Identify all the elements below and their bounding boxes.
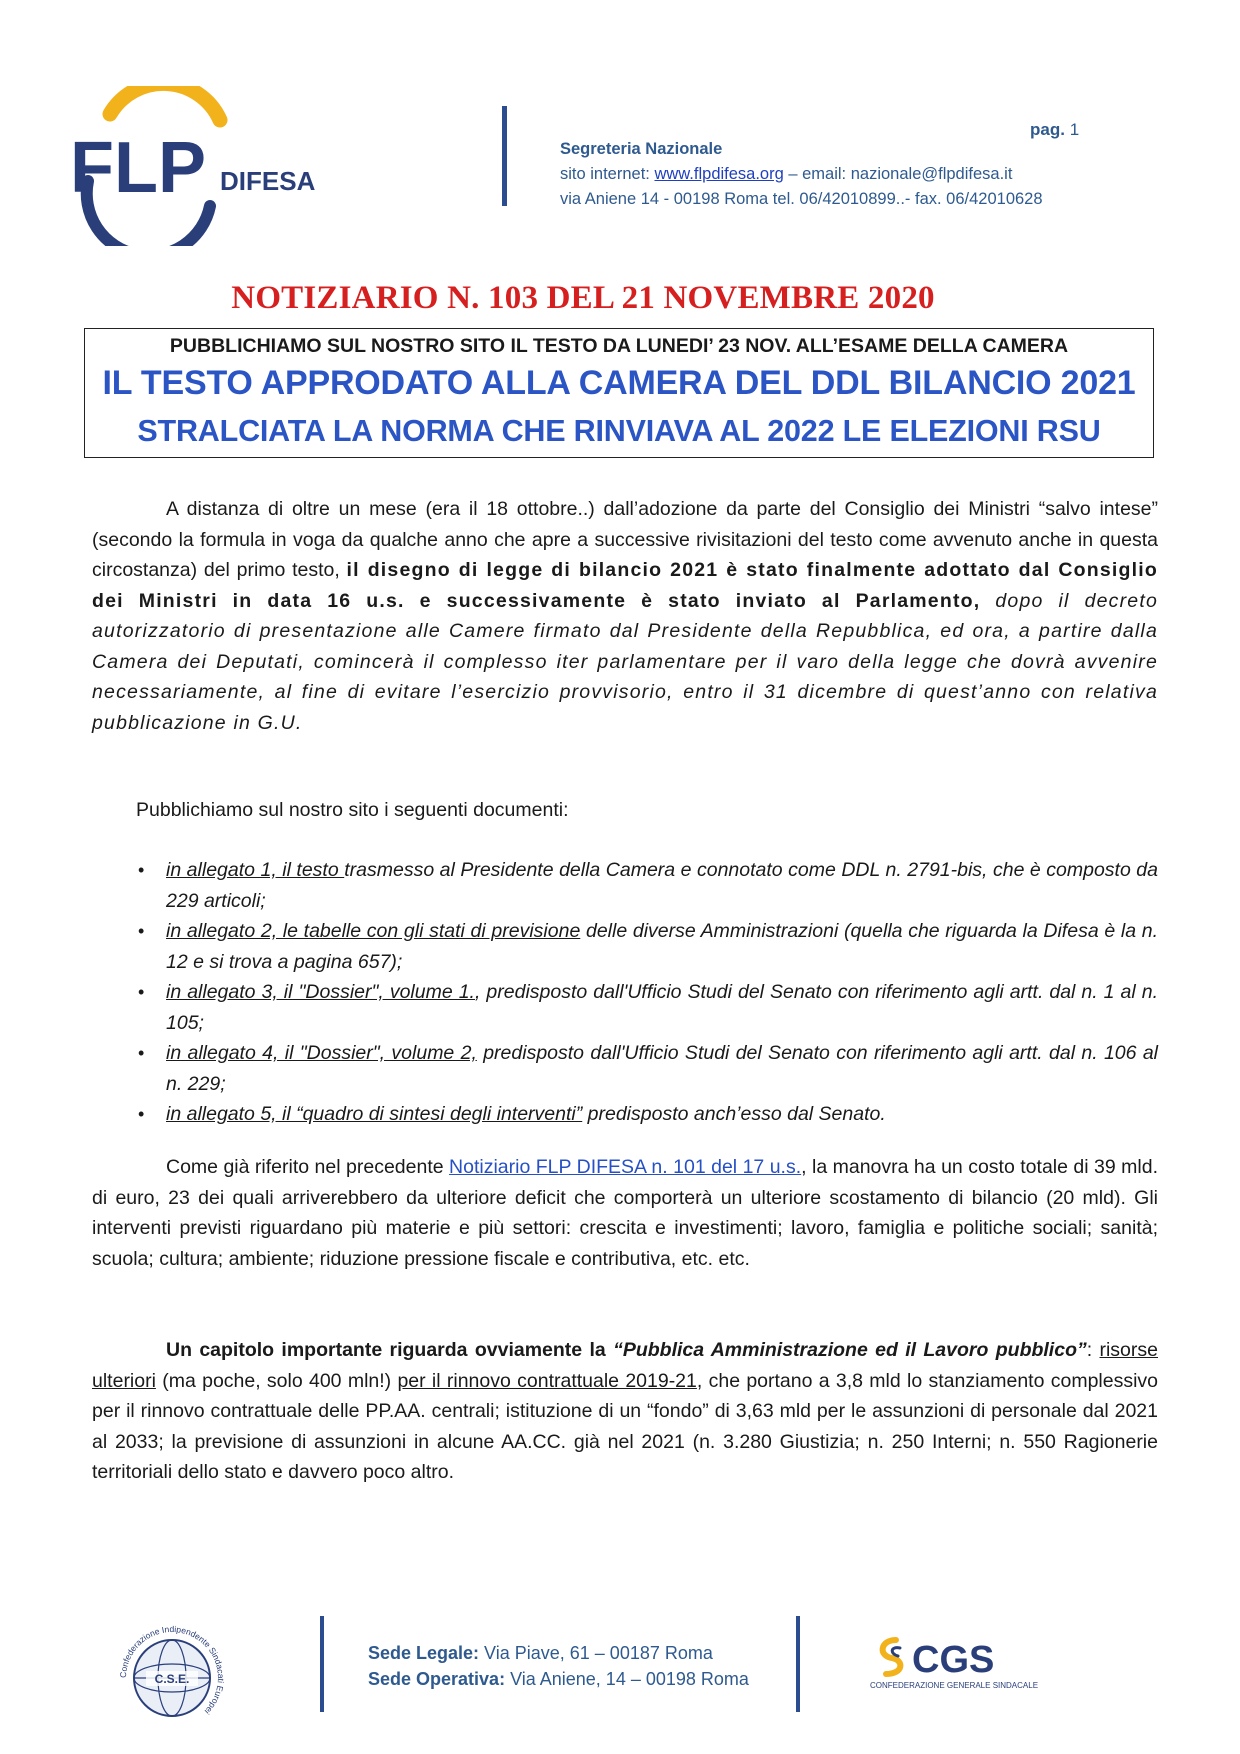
list-item-text: trasmesso al Presidente della Camera e connotato come DDL n. 2791-bis, che è composto da 229 articoli; bbox=[166, 859, 1158, 912]
cse-logo-text: C.S.E. bbox=[154, 1672, 190, 1686]
para3-before: Come già riferito nel precedente bbox=[166, 1156, 450, 1178]
email-text: – email: nazionale@flpdifesa.it bbox=[783, 165, 1013, 183]
para4-mid: (ma poche, solo 400 mln!) bbox=[155, 1369, 398, 1392]
attachment-link[interactable]: in allegato 1, il testo bbox=[166, 859, 345, 881]
para4-colon: : bbox=[1086, 1339, 1100, 1361]
list-item bbox=[136, 977, 1158, 1038]
para4-underline-1: risorse ulteriori bbox=[92, 1339, 1158, 1392]
budget-paragraph bbox=[92, 1152, 1158, 1274]
public-administration-paragraph bbox=[92, 1335, 1158, 1488]
intro-bold: il disegno di legge di bilancio 2021 è stato finalmente adottato dal Consiglio dei Ministri in data 16 u.s. e successivamente è stato inviato al Parlamento, bbox=[92, 559, 1158, 612]
list-item-text: predisposto anch’esso dal Senato. bbox=[582, 1103, 886, 1125]
cse-ring-text: Confederazione Indipendente Sindacati Europei bbox=[117, 1623, 227, 1717]
attachment-link[interactable]: in allegato 3, il "Dossier", volume 1. bbox=[166, 981, 475, 1003]
office-name: Segreteria Nazionale bbox=[560, 140, 723, 158]
organization-info bbox=[560, 137, 1043, 212]
cgs-logo-text: CGS bbox=[912, 1639, 995, 1681]
sede-legale-line bbox=[368, 1640, 749, 1666]
address-line: via Aniene 14 - 00198 Roma tel. 06/42010899..- fax. 06/42010628 bbox=[560, 190, 1043, 208]
attachment-link[interactable]: in allegato 4, il "Dossier", volume 2, bbox=[166, 1042, 477, 1064]
flp-difesa-logo bbox=[70, 86, 320, 246]
attachment-link[interactable]: in allegato 2, le tabelle con gli stati di previsione bbox=[166, 920, 581, 942]
list-item-text: predisposto dall'Ufficio Studi del Senato con riferimento agli artt. dal n. 106 al n. 229; bbox=[166, 1042, 1158, 1095]
cgs-logo bbox=[870, 1632, 1070, 1692]
sede-operativa-value: Via Aniene, 14 – 00198 Roma bbox=[505, 1669, 749, 1689]
list-item-text: delle diverse Amministrazioni (quella che riguarda la Difesa è la n. 12 e si trova a pagina 657); bbox=[166, 920, 1158, 973]
documents-list bbox=[136, 855, 1158, 1130]
para4-underline-2: per il rinnovo contrattuale 2019-21 bbox=[397, 1369, 697, 1392]
documents-intro: Pubblichiamo sul nostro sito i seguenti documenti: bbox=[136, 799, 569, 821]
attachment-link[interactable]: in allegato 5, il “quadro di sintesi degli interventi” bbox=[166, 1103, 583, 1125]
headline-line-1: IL TESTO APPRODATO ALLA CAMERA DEL DDL BILANCIO 2021 bbox=[102, 364, 1136, 402]
page-number-value: 1 bbox=[1069, 120, 1080, 139]
footer-divider-right bbox=[796, 1616, 800, 1712]
bullet: • bbox=[138, 1043, 145, 1063]
site-prefix: sito internet: bbox=[560, 165, 655, 183]
logo-subtext: DIFESA bbox=[220, 166, 316, 196]
footer-address bbox=[368, 1640, 749, 1692]
sede-legale-label: Sede Legale: bbox=[368, 1643, 480, 1663]
bullet: • bbox=[138, 982, 145, 1002]
para4-bold-italic: “Pubblica Amministrazione ed il Lavoro pubblico” bbox=[613, 1339, 1087, 1361]
contact-line bbox=[560, 162, 1043, 187]
bullet: • bbox=[138, 1104, 145, 1124]
intro-paragraph bbox=[92, 494, 1158, 738]
headline-box bbox=[84, 328, 1154, 458]
sede-operativa-line bbox=[368, 1666, 749, 1692]
headline-subtitle: PUBBLICHIAMO SUL NOSTRO SITO IL TESTO DA LUNEDI’ 23 NOV. ALL’ESAME DELLA CAMERA bbox=[169, 335, 1069, 357]
para4-rest: , che portano a 3,8 mld lo stanziamento complessivo per il rinnovo contrattuale delle PP.AA. centrali; istituzione di un “fondo” di 3,63 mld per le assunzioni di personale dal 2021 al 2033; la previsione di assunzioni in alcune AA.CC. già nel 2021 (n. 3.280 Giustizia; n. 250 Interni; n. 550 Ragionerie territoriali dello stato e davvero poco altro. bbox=[92, 1369, 1159, 1483]
list-item bbox=[136, 855, 1158, 916]
list-item-text: , predisposto dall'Ufficio Studi del Senato con riferimento agli artt. dal n. 1 al n. 105; bbox=[166, 981, 1158, 1034]
para3-after: , la manovra ha un costo totale di 39 mld. di euro, 23 dei quali arriverebbero da ulteriore deficit che comporterà un ulteriore scostamento di bilancio (20 mld). Gli interventi previsti riguardano più materie e più settori: crescita e investimenti; lavoro, famiglia e politiche sociali; sanità; scuola; cultura; ambiente; riduzione pressione fiscale e contributiva, etc. etc. bbox=[92, 1156, 1158, 1270]
headline-line-2: STRALCIATA LA NORMA CHE RINVIAVA AL 2022 LE ELEZIONI RSU bbox=[137, 414, 1101, 448]
sede-legale-value: Via Piave, 61 – 00187 Roma bbox=[479, 1643, 713, 1663]
sede-operativa-label: Sede Operativa: bbox=[368, 1669, 506, 1689]
previous-newsletter-link[interactable]: Notiziario FLP DIFESA n. 101 del 17 u.s. bbox=[449, 1156, 802, 1178]
intro-part-1: A distanza di oltre un mese (era il 18 ottobre..) dall’adozione da parte del Consiglio dei Ministri “salvo intese” (secondo la formula in voga da qualche anno che apre a successive rivisitazioni del testo come avvenuto anche in questa circostanza) del primo testo, bbox=[92, 498, 1158, 581]
page-title: NOTIZIARIO N. 103 DEL 21 NOVEMBRE 2020 bbox=[231, 280, 935, 316]
website-link[interactable]: www.flpdifesa.org bbox=[654, 165, 784, 183]
header-divider bbox=[502, 106, 507, 206]
para4-bold: Un capitolo importante riguarda ovviamente la bbox=[166, 1339, 614, 1361]
list-item bbox=[136, 916, 1158, 977]
page-label: pag. bbox=[1030, 120, 1065, 139]
intro-italic: dopo il decreto autorizzatorio di presentazione alle Camere firmato dal Presidente della Repubblica, ed ora, a partire dalla Camera dei Deputati, comincerà il complesso iter parlamentare per il varo della legge che dovrà avvenire necessariamente, al fine di evitare l’esercizio provvisorio, entro il 31 dicembre di quest’anno con relativa pubblicazione in G.U. bbox=[92, 589, 1159, 734]
cgs-logo-subtext: CONFEDERAZIONE GENERALE SINDACALE bbox=[870, 1681, 1039, 1690]
list-item bbox=[136, 1099, 1158, 1130]
bullet: • bbox=[138, 860, 145, 880]
footer-divider-left bbox=[320, 1616, 324, 1712]
list-item bbox=[136, 1038, 1158, 1099]
logo-text: FLP bbox=[70, 128, 206, 208]
bullet: • bbox=[138, 921, 145, 941]
cse-logo bbox=[116, 1622, 228, 1734]
